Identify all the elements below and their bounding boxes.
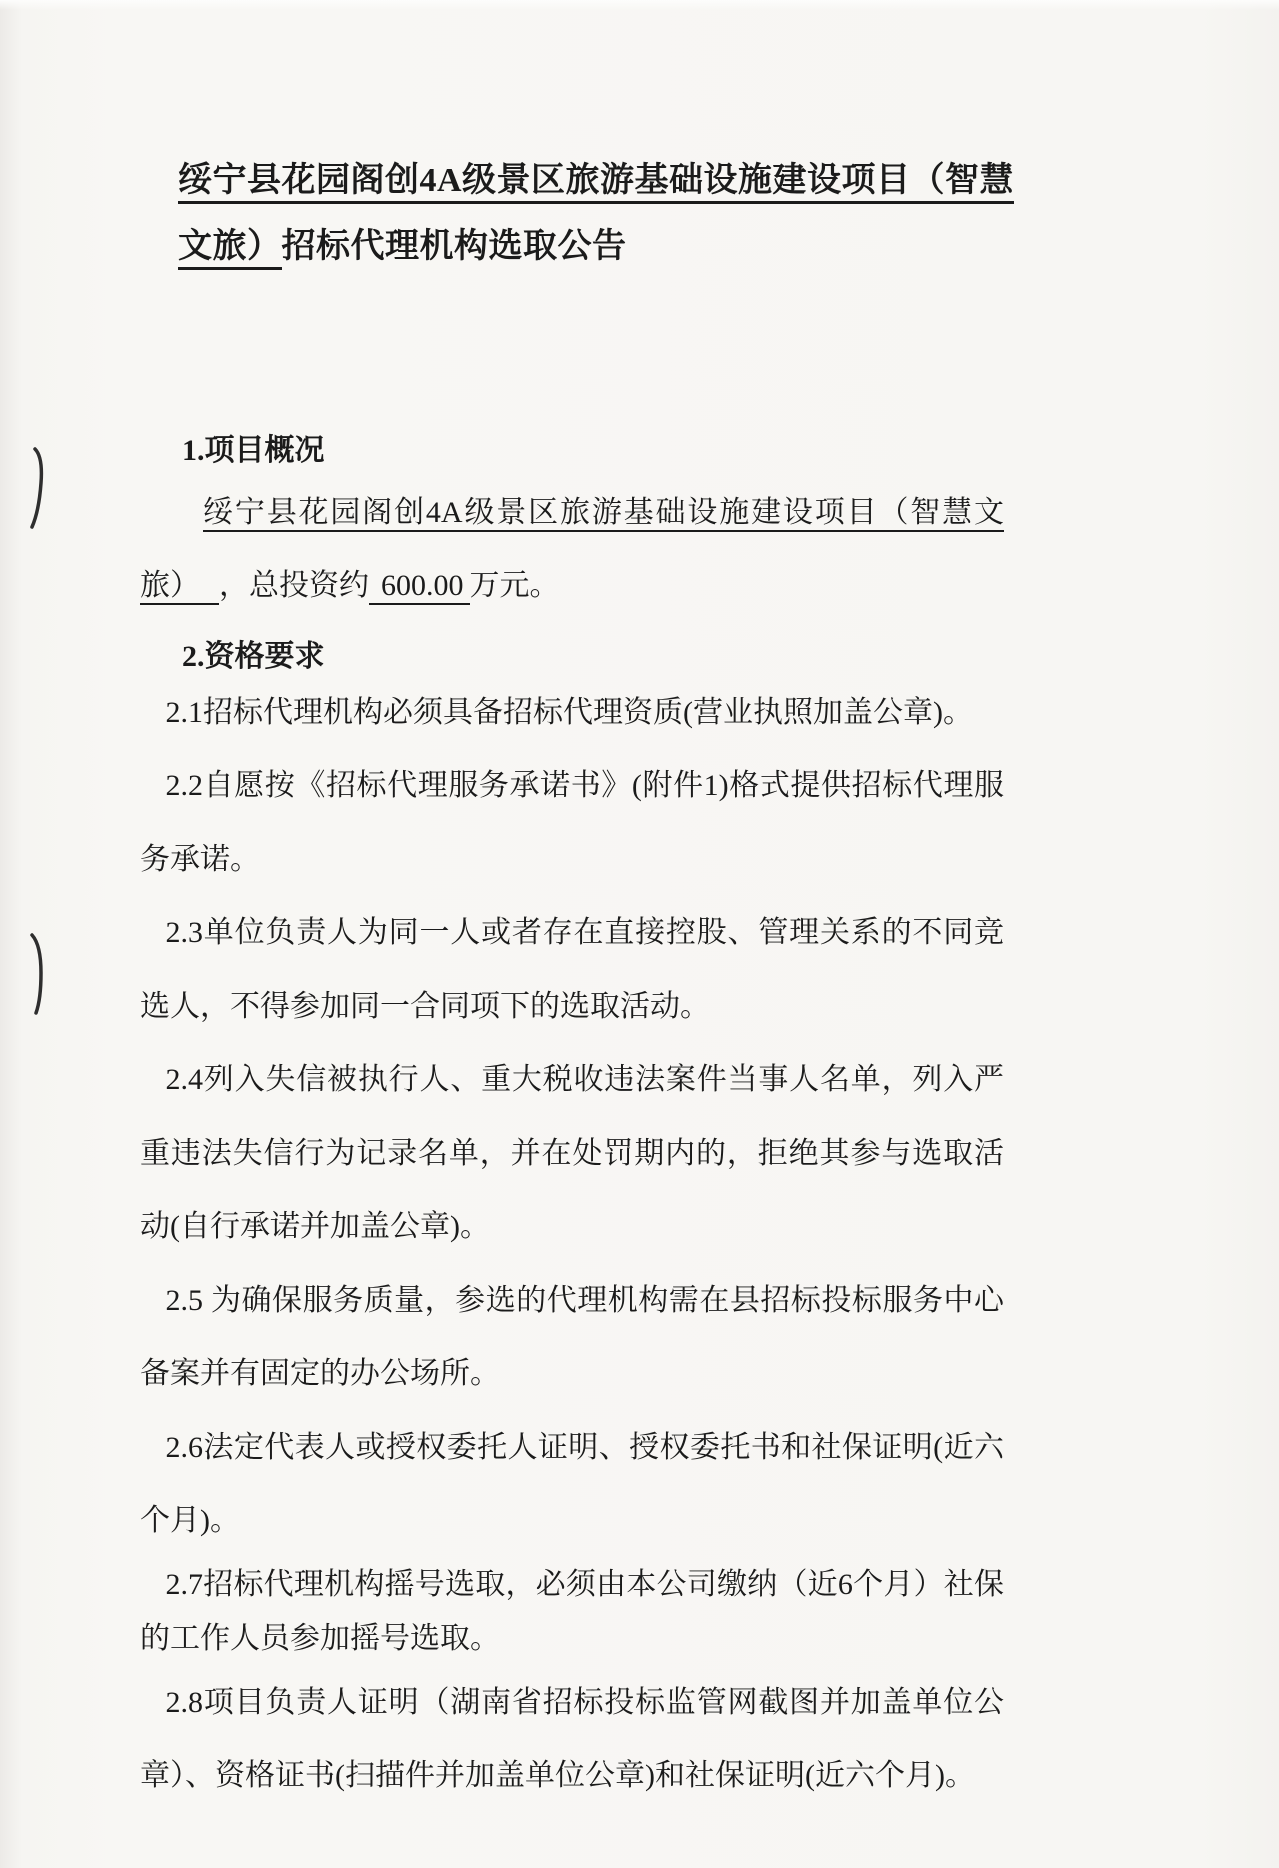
closing-bracket-underlined: ） bbox=[170, 569, 219, 605]
clause-2-1: 2.1招标代理机构必须具备招标代理资质(营业执照加盖公章)。 bbox=[165, 695, 973, 729]
binding-mark-icon bbox=[22, 446, 48, 530]
title-line-2: 文旅）招标代理机构选取公告 bbox=[178, 214, 1004, 280]
clause-2-2: 2.2自愿按《招标代理服务承诺书》(附件1)格式提供招标代理服务承诺。 bbox=[140, 769, 1004, 876]
clause-2-5: 2.5 为确保服务质量，参选的代理机构需在县招标投标服务中心备案并有固定的办公场所。 bbox=[140, 1283, 1004, 1391]
title-line-1: 绥宁县花园阁创4A级景区旅游基础设施建设项目（智慧 bbox=[178, 148, 1004, 214]
project-name-underlined: 绥宁县花园阁创4A级景区旅游基础设施建设项目（智慧文旅 bbox=[140, 496, 1004, 606]
investment-amount: 600.00 bbox=[369, 569, 470, 605]
clause-2-6: 2.6法定代表人或授权委托人证明、授权委托书和社保证明(近六个月)。 bbox=[140, 1430, 1004, 1538]
document-body bbox=[140, 148, 1015, 1813]
binding-mark-icon bbox=[22, 932, 48, 1016]
document-title bbox=[178, 148, 1015, 281]
section-2-heading: 2.资格要求 bbox=[182, 639, 325, 673]
clause-2-4: 2.4列入失信被执行人、重大税收违法案件当事人名单，列入严重违法失信行为记录名单，并在处罚期内的，拒绝其参与选取活动(自行承诺并加盖公章)。 bbox=[140, 1063, 1004, 1244]
clause-2-7: 2.7招标代理机构摇号选取，必须由本公司缴纳（近6个月）社保的工作人员参加摇号选取。 bbox=[140, 1567, 1004, 1655]
section-1-heading: 1.项目概况 bbox=[182, 433, 325, 467]
clause-2-8: 2.8项目负责人证明（湖南省招标投标监管网截图并加盖单位公章）、资格证书(扫描件并加盖单位公章)和社保证明(近六个月)。 bbox=[140, 1685, 1004, 1793]
clause-2-3: 2.3单位负责人为同一人或者存在直接控股、管理关系的不同竞选人，不得参加同一合同项下的选取活动。 bbox=[140, 916, 1004, 1023]
project-overview-paragraph: 绥宁县花园阁创4A级景区旅游基础设施建设项目（智慧文旅） ，总投资约 600.00 万元。 bbox=[140, 476, 1004, 623]
